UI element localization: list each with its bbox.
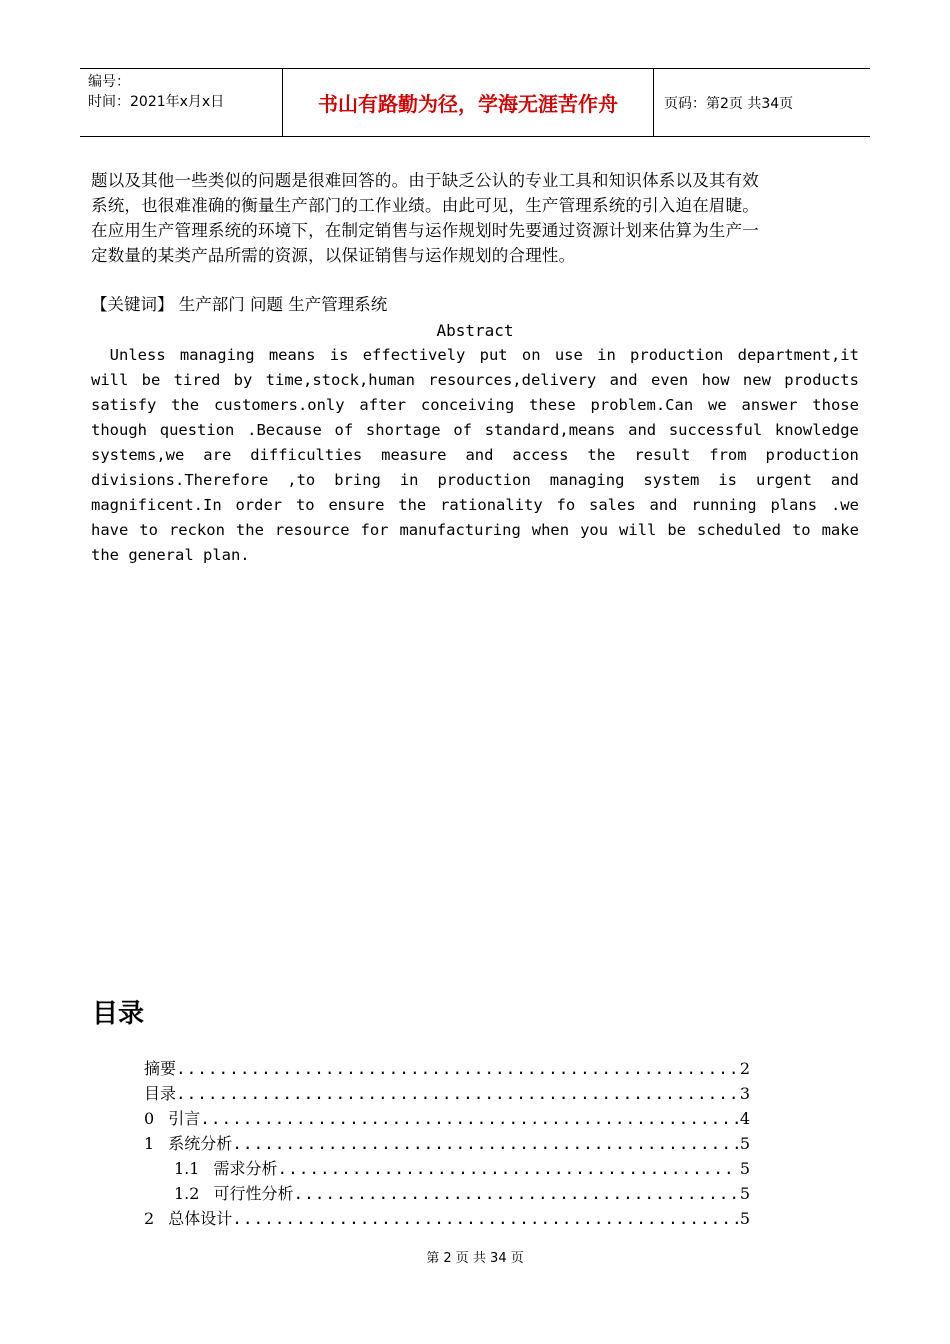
toc-entry[interactable] xyxy=(144,1131,750,1156)
abstract-word: means xyxy=(268,346,316,364)
abstract-line xyxy=(91,443,859,468)
toc-entry-page: 4 xyxy=(739,1109,750,1128)
abstract-word: are xyxy=(203,446,232,464)
abstract-word: rationality xyxy=(440,496,543,514)
abstract-line xyxy=(91,468,859,493)
toc-entry[interactable] xyxy=(144,1156,750,1181)
abstract-word: satisfy xyxy=(91,396,157,414)
toc-leader xyxy=(176,1056,738,1081)
abstract-line xyxy=(91,493,859,518)
abstract-word: fo xyxy=(556,496,576,514)
toc-leader xyxy=(277,1156,737,1181)
abstract-line xyxy=(91,543,859,568)
abstract-word: and xyxy=(465,446,494,464)
abstract-word: when xyxy=(531,521,570,539)
abstract-word: order xyxy=(235,496,283,514)
english-abstract xyxy=(91,343,859,568)
abstract-line xyxy=(91,418,859,443)
toc-leader xyxy=(200,1106,738,1131)
abstract-word: by xyxy=(233,371,253,389)
abstract-line xyxy=(91,343,859,368)
toc-leader xyxy=(176,1081,738,1106)
abstract-word: the xyxy=(171,396,200,414)
chinese-abstract-line: 题以及其他一些类似的问题是很难回答的。由于缺乏公认的专业工具和知识体系以及其有效 xyxy=(91,171,759,190)
toc-entry-label: 总体设计 xyxy=(168,1209,233,1228)
abstract-word: and xyxy=(628,421,657,439)
abstract-word: to xyxy=(295,496,315,514)
toc-entry-number: 1.1 xyxy=(174,1159,200,1178)
document-number-label: 编号： xyxy=(88,74,130,90)
abstract-word: tired xyxy=(173,371,221,389)
toc-leader xyxy=(232,1206,738,1231)
abstract-word: system xyxy=(643,471,700,489)
toc-entry-number: 1.2 xyxy=(174,1184,200,1203)
abstract-word: resources,delivery xyxy=(428,371,597,389)
abstract-word: after xyxy=(359,396,407,414)
abstract-word: new xyxy=(742,371,771,389)
abstract-word: standard,means xyxy=(484,421,616,439)
abstract-word: make xyxy=(821,521,859,539)
abstract-word: and xyxy=(649,496,678,514)
abstract-word: the xyxy=(235,521,264,539)
abstract-word: running xyxy=(691,496,757,514)
abstract-word: .Because xyxy=(247,421,322,439)
abstract-word: bring xyxy=(334,471,381,489)
toc-entry-number: 0 xyxy=(144,1109,155,1128)
abstract-title: Abstract xyxy=(436,321,514,340)
toc-entry[interactable] xyxy=(144,1056,750,1081)
abstract-word: customers.only xyxy=(213,396,345,414)
abstract-word: on xyxy=(521,346,541,364)
abstract-word: to xyxy=(139,521,158,539)
header-meta xyxy=(80,69,282,136)
abstract-word: effectively xyxy=(362,346,466,364)
abstract-word: general xyxy=(128,546,203,564)
abstract-word: .we xyxy=(830,496,859,514)
abstract-word: department,it xyxy=(737,346,859,364)
abstract-word: conceiving xyxy=(420,396,515,414)
abstract-word: production xyxy=(630,346,724,364)
toc-entry-page: 5 xyxy=(739,1134,750,1153)
toc-entry-page: 5 xyxy=(739,1184,750,1203)
abstract-word: the xyxy=(587,446,616,464)
abstract-word: even xyxy=(650,371,689,389)
abstract-word: access xyxy=(512,446,569,464)
abstract-line xyxy=(91,518,859,543)
abstract-word: knowledge xyxy=(774,421,859,439)
toc-entry-label: 引言 xyxy=(168,1109,201,1128)
abstract-word: is xyxy=(329,346,349,364)
abstract-word: managing xyxy=(549,471,625,489)
abstract-line xyxy=(91,393,859,418)
abstract-word: those xyxy=(812,396,859,414)
abstract-word: answer xyxy=(741,396,798,414)
abstract-word: ensure xyxy=(328,496,385,514)
abstract-word: scheduled xyxy=(696,521,781,539)
abstract-word: put xyxy=(479,346,508,364)
abstract-word: resource xyxy=(274,521,350,539)
toc-leader xyxy=(293,1181,737,1206)
toc-entry-number: 2 xyxy=(144,1209,155,1228)
abstract-word: plans xyxy=(770,496,818,514)
toc-entry-page: 5 xyxy=(739,1159,750,1178)
abstract-word: will xyxy=(91,371,129,389)
abstract-word: divisions.Therefore xyxy=(91,471,269,489)
toc-entry[interactable] xyxy=(144,1106,750,1131)
header-page-info: 页码：第2页 共34页 xyxy=(664,95,794,112)
toc-entry-page: 2 xyxy=(739,1059,750,1078)
chinese-abstract-line: 在应用生产管理系统的环境下，在制定销售与运作规划时先要通过资源计划来估算为生产一 xyxy=(91,221,759,240)
abstract-word: production xyxy=(437,471,531,489)
abstract-word: magnificent.In xyxy=(91,496,222,514)
abstract-word: from xyxy=(709,446,747,464)
abstract-word: managing xyxy=(179,346,255,364)
toc-entry[interactable] xyxy=(144,1081,750,1106)
abstract-word: difficulties xyxy=(250,446,363,464)
abstract-word: the xyxy=(398,496,427,514)
abstract-word: in xyxy=(399,471,419,489)
abstract-word: time,stock,human xyxy=(265,371,415,389)
header-motto: 书山有路勤为径，学海无涯苦作舟 xyxy=(282,69,654,136)
toc-title: 目录 xyxy=(92,999,145,1029)
abstract-word: production xyxy=(765,446,859,464)
abstract-word: products xyxy=(784,371,859,389)
chinese-abstract xyxy=(91,168,861,268)
abstract-word: to xyxy=(791,521,811,539)
toc-entry-label: 目录 xyxy=(144,1084,177,1103)
abstract-word: though xyxy=(91,421,147,439)
toc-entry-page: 3 xyxy=(739,1084,750,1103)
toc-entry-label: 系统分析 xyxy=(168,1134,233,1153)
abstract-word: you xyxy=(580,521,609,539)
abstract-word: problem.Can xyxy=(590,396,694,414)
abstract-word: ,to xyxy=(287,471,316,489)
abstract-word: of xyxy=(453,421,472,439)
abstract-word: be xyxy=(667,521,686,539)
abstract-word: measure xyxy=(381,446,447,464)
document-time: 时间：2021年x月x日 xyxy=(88,94,225,110)
table-of-contents xyxy=(144,1056,750,1231)
toc-entry[interactable] xyxy=(144,1206,750,1231)
abstract-word: sales xyxy=(589,496,636,514)
abstract-word: Unless xyxy=(91,346,166,364)
abstract-word: will xyxy=(619,521,657,539)
abstract-word: we xyxy=(708,396,727,414)
abstract-word: use xyxy=(554,346,583,364)
page-footer: 第 2 页 共 34 页 xyxy=(426,1251,524,1266)
abstract-word: is xyxy=(718,471,737,489)
toc-entry-number: 1 xyxy=(144,1134,155,1153)
toc-entry-label: 可行性分析 xyxy=(213,1184,294,1203)
abstract-word: the xyxy=(91,546,129,564)
abstract-word: have xyxy=(91,521,129,539)
toc-leader xyxy=(232,1131,738,1156)
chinese-abstract-line: 系统，也很难准确的衡量生产部门的工作业绩。由此可见，生产管理系统的引入迫在眉睫。 xyxy=(91,196,759,215)
toc-entry[interactable] xyxy=(144,1181,750,1206)
abstract-word: these xyxy=(529,396,576,414)
keywords: 【关键词】 生产部门 问题 生产管理系统 xyxy=(91,295,388,314)
abstract-word: plan. xyxy=(202,546,250,564)
abstract-word: of xyxy=(334,421,354,439)
abstract-word: and xyxy=(609,371,638,389)
page-header xyxy=(80,68,870,137)
abstract-word: shortage xyxy=(365,421,441,439)
chinese-abstract-line: 定数量的某类产品所需的资源，以保证销售与运作规划的合理性。 xyxy=(91,246,576,265)
abstract-word: and xyxy=(830,471,859,489)
abstract-word: result xyxy=(634,446,691,464)
abstract-word: manufacturing xyxy=(399,521,521,539)
abstract-word: for xyxy=(360,521,389,539)
abstract-word: successful xyxy=(668,421,763,439)
abstract-word: how xyxy=(701,371,730,389)
abstract-word: be xyxy=(141,371,161,389)
toc-entry-label: 需求分析 xyxy=(213,1159,278,1178)
abstract-word: in xyxy=(597,346,616,364)
toc-entry-label: 摘要 xyxy=(144,1059,177,1078)
abstract-word: systems,we xyxy=(91,446,185,464)
abstract-word: urgent xyxy=(755,471,812,489)
abstract-line xyxy=(91,368,859,393)
toc-entry-page: 5 xyxy=(739,1209,750,1228)
abstract-word: reckon xyxy=(168,521,225,539)
abstract-word: question xyxy=(159,421,235,439)
